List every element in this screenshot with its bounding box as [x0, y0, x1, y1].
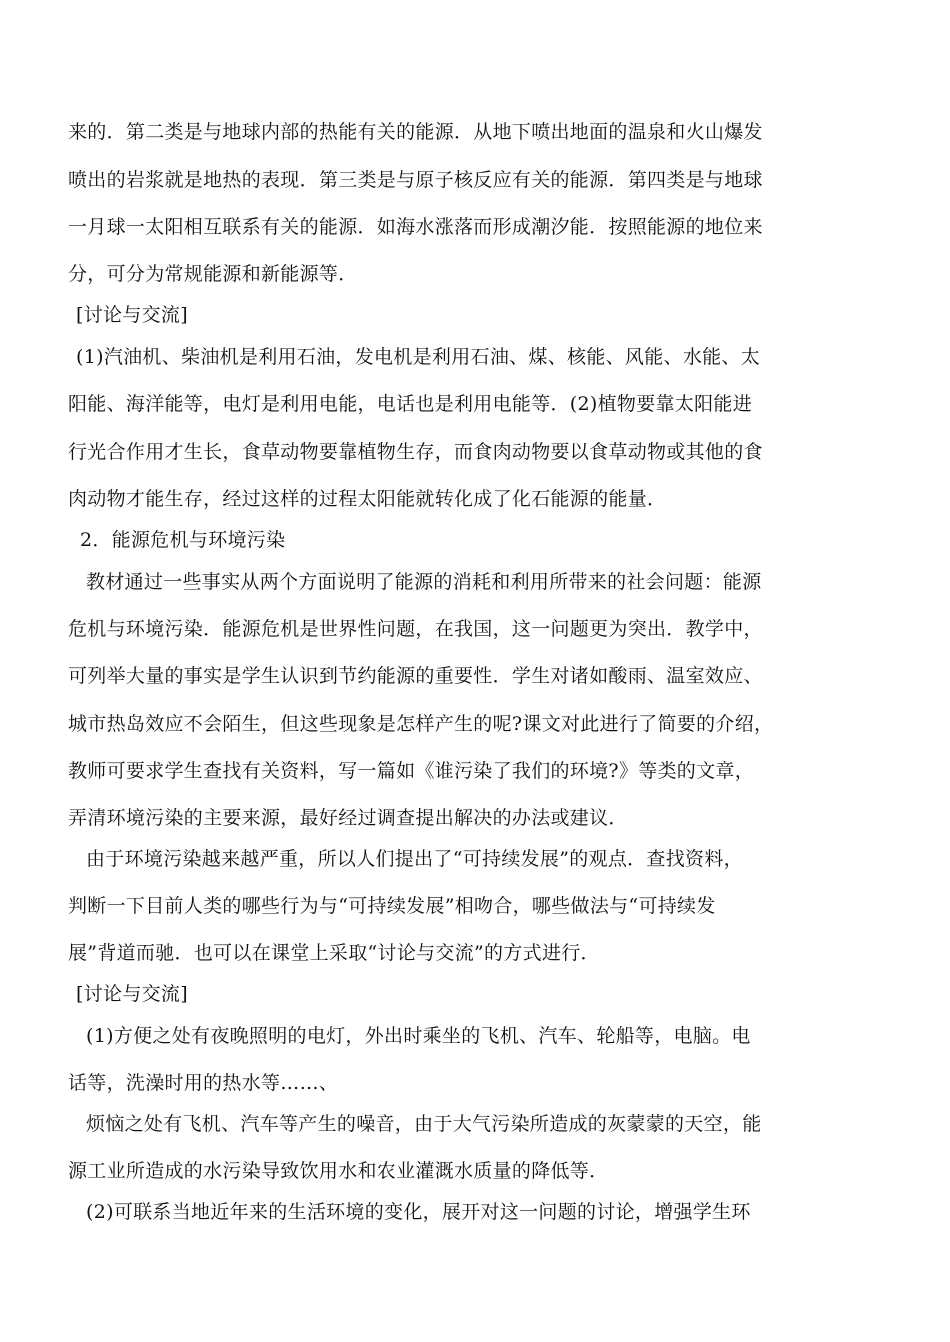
text-line: 危机与环境污染．能源危机是世界性问题，在我国，这一问题更为突出．教学中， [68, 618, 763, 640]
text-line: (2)可联系当地近年来的生活环境的变化，展开对这一问题的讨论，增强学生环 [86, 1201, 751, 1223]
text-line: 一月球一太阳相互联系有关的能源．如海水涨落而形成潮汐能．按照能源的地位来 [68, 216, 763, 238]
text-line: 烦恼之处有飞机、汽车等产生的噪音，由于大气污染所造成的灰蒙蒙的天空，能 [86, 1113, 762, 1135]
section-heading: 2．能源危机与环境污染 [80, 529, 286, 551]
text-line: 弄清环境污染的主要来源，最好经过调查提出解决的办法或建议． [68, 807, 628, 829]
text-line: 来的．第二类是与地球内部的热能有关的能源．从地下喷出地面的温泉和火山爆发 [68, 121, 763, 143]
text-line: 阳能、海洋能等，电灯是利用电能，电话也是利用电能等．(2)植物要靠太阳能进 [68, 393, 753, 415]
section-label: [讨论与交流] [76, 983, 188, 1005]
text-line: 分，可分为常规能源和新能源等． [68, 263, 358, 285]
text-line: (1)汽油机、柴油机是利用石油，发电机是利用石油、煤、核能、风能、水能、太 [76, 346, 761, 368]
text-line: 喷出的岩浆就是地热的表现．第三类是与原子核反应有关的能源．第四类是与地球 [68, 169, 763, 191]
text-line: 城市热岛效应不会陌生，但这些现象是怎样产生的呢?课文对此进行了简要的介绍， [68, 713, 774, 735]
text-line: 话等，洗澡时用的热水等……、 [68, 1072, 339, 1094]
text-line: 肉动物才能生存，经过这样的过程太阳能就转化成了化石能源的能量． [68, 488, 667, 510]
text-line: 展”背道而驰．也可以在课堂上采取“讨论与交流”的方式进行． [68, 942, 600, 964]
text-line: 可列举大量的事实是学生认识到节约能源的重要性．学生对诸如酸雨、温室效应、 [68, 665, 763, 687]
text-line: 由于环境污染越来越严重，所以人们提出了“可持续发展”的观点．查找资料， [86, 848, 743, 870]
text-line: 教师可要求学生查找有关资料，写一篇如《谁污染了我们的环境?》等类的文章， [68, 760, 754, 782]
text-line: 源工业所造成的水污染导致饮用水和农业灌溉水质量的降低等． [68, 1160, 609, 1182]
text-line: 判断一下目前人类的哪些行为与“可持续发展”相吻合，哪些做法与“可持续发 [68, 895, 716, 917]
section-label: [讨论与交流] [76, 304, 188, 326]
text-line: 行光合作用才生长，食草动物要靠植物生存，而食肉动物要以食草动物或其他的食 [68, 441, 763, 463]
text-line: (1)方便之处有夜晚照明的电灯，外出时乘坐的飞机、汽车、轮船等，电脑。电 [86, 1025, 751, 1047]
text-line: 教材通过一些事实从两个方面说明了能源的消耗和利用所带来的社会问题：能源 [86, 571, 762, 593]
